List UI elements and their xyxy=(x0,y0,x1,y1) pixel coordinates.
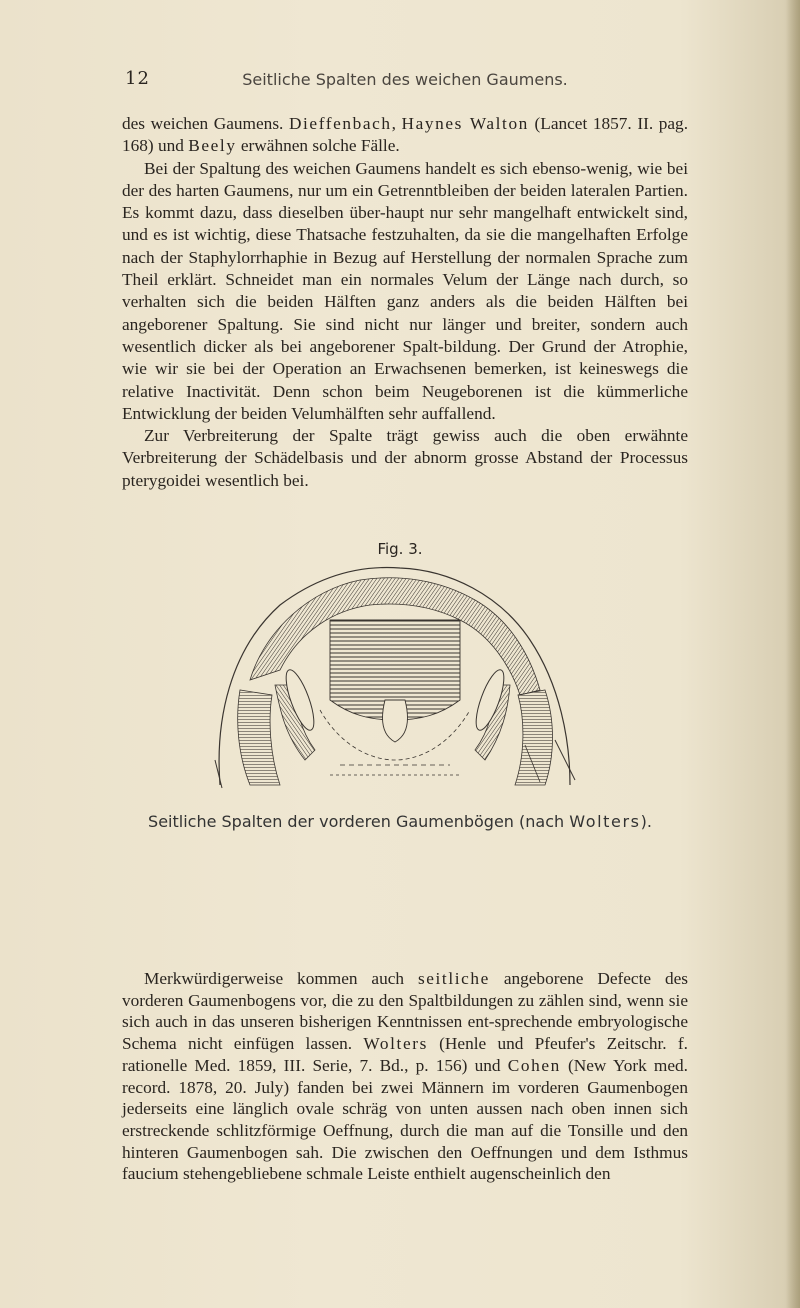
paragraph-text: Zur Verbreiterung der Spalte trägt gewiss auch die oben erwähnte Verbreiterung der Schädelbasis und der abnorm grosse Abstand der Processus pterygoidei wesentlich bei. xyxy=(122,426,688,490)
palate-illustration xyxy=(210,560,580,790)
paragraph-text: (Henle und Pfeufer's Zeitschr. f. rationelle Med. 1859, III. Serie, 7. Bd., p. 156) und xyxy=(122,1034,688,1075)
figure-label: Fig. 3. xyxy=(377,540,423,558)
paragraph xyxy=(122,113,688,158)
running-head: Seitliche Spalten des weichen Gaumens. xyxy=(242,70,568,89)
paragraph-text: Merkwürdigerweise kommen auch xyxy=(144,969,418,988)
page-number: 12 xyxy=(125,68,150,89)
paragraph-text: des weichen Gaumens. xyxy=(122,114,289,133)
caption-text: Seitliche Spalten der vorderen Gaumenbögen (nach xyxy=(148,812,570,831)
paragraph xyxy=(122,425,688,492)
top-text-block xyxy=(122,113,688,492)
spaced-name: seitliche xyxy=(417,969,490,988)
paragraph-text: erwähnen solche Fälle. xyxy=(236,136,400,156)
page-header xyxy=(125,68,685,90)
spaced-name: Wolters xyxy=(363,1034,428,1054)
paragraph xyxy=(122,968,688,1185)
spaced-name: Dieffenbach xyxy=(288,114,392,133)
caption-author: Wolters xyxy=(569,812,641,831)
spaced-name: Cohen xyxy=(507,1055,561,1075)
spaced-name: Beely xyxy=(188,136,237,156)
paragraph xyxy=(122,158,688,426)
paragraph-text: angeborene Defecte des vorderen Gaumenbogens vor, die zu den Spaltbildungen zu zählen sind, wenn sie sich auch in das unseren bisherigen Kenntnissen ent-sprechende embryologische Schema nicht einfügen lassen. xyxy=(122,969,688,1054)
paragraph-text: (Lancet 1857. II. pag. 168) und xyxy=(122,114,689,156)
paragraph-text: , xyxy=(391,114,402,133)
paragraph-text: (New York med. record. 1878, 20. July) fanden bei zwei Männern im vorderen Gaumenbogen jederseits eine länglich ovale schräg von unten aussen nach oben innen sich erstreckende schlitzförmige Oeffnung, durch die man auf die Tonsille und den hinteren Gaumenbogen sah. Die zwischen den Oeffnungen und dem Isthmus faucium stehengebliebene schmale Leiste enthielt augenscheinlich den xyxy=(122,1055,688,1184)
page-edge-shadow xyxy=(786,0,800,1308)
caption-text-end: ). xyxy=(640,812,652,831)
paragraph-text: Bei der Spaltung des weichen Gaumens handelt es sich ebenso-wenig, wie bei der des harten Gaumens, nur um ein Getrenntbleiben der beiden lateralen Partien. Es kommt dazu, dass dieselben über-haupt nur sehr mangelhaft entwickelt sind, und es ist wichtig, diese Thatsache festzuhalten, da sie die mangelhaften Erfolge nach der Staphylorrhaphie in Bezug auf Herstellung der normalen Sprache zum Theil erklärt. Schneidet man ein normales Velum der Länge nach durch, so verhalten sich die beiden Hälften ganz anders als die beiden Hälften bei angeborener Spaltung. Sie sind nicht nur länger und breiter, sondern auch wesentlich dicker als bei angeborener Spalt-bildung. Der Grund der Atrophie, wie wir sie bei der Operation an Erwachsenen bemerken, ist keineswegs die relative Inactivität. Denn schon beim Neugeborenen ist die kümmerliche Entwicklung der beiden Velumhälften sehr auffallend. xyxy=(122,158,688,423)
spaced-name: Haynes Walton xyxy=(401,114,529,133)
figure-caption xyxy=(0,812,800,831)
bottom-text-block xyxy=(122,968,688,1185)
